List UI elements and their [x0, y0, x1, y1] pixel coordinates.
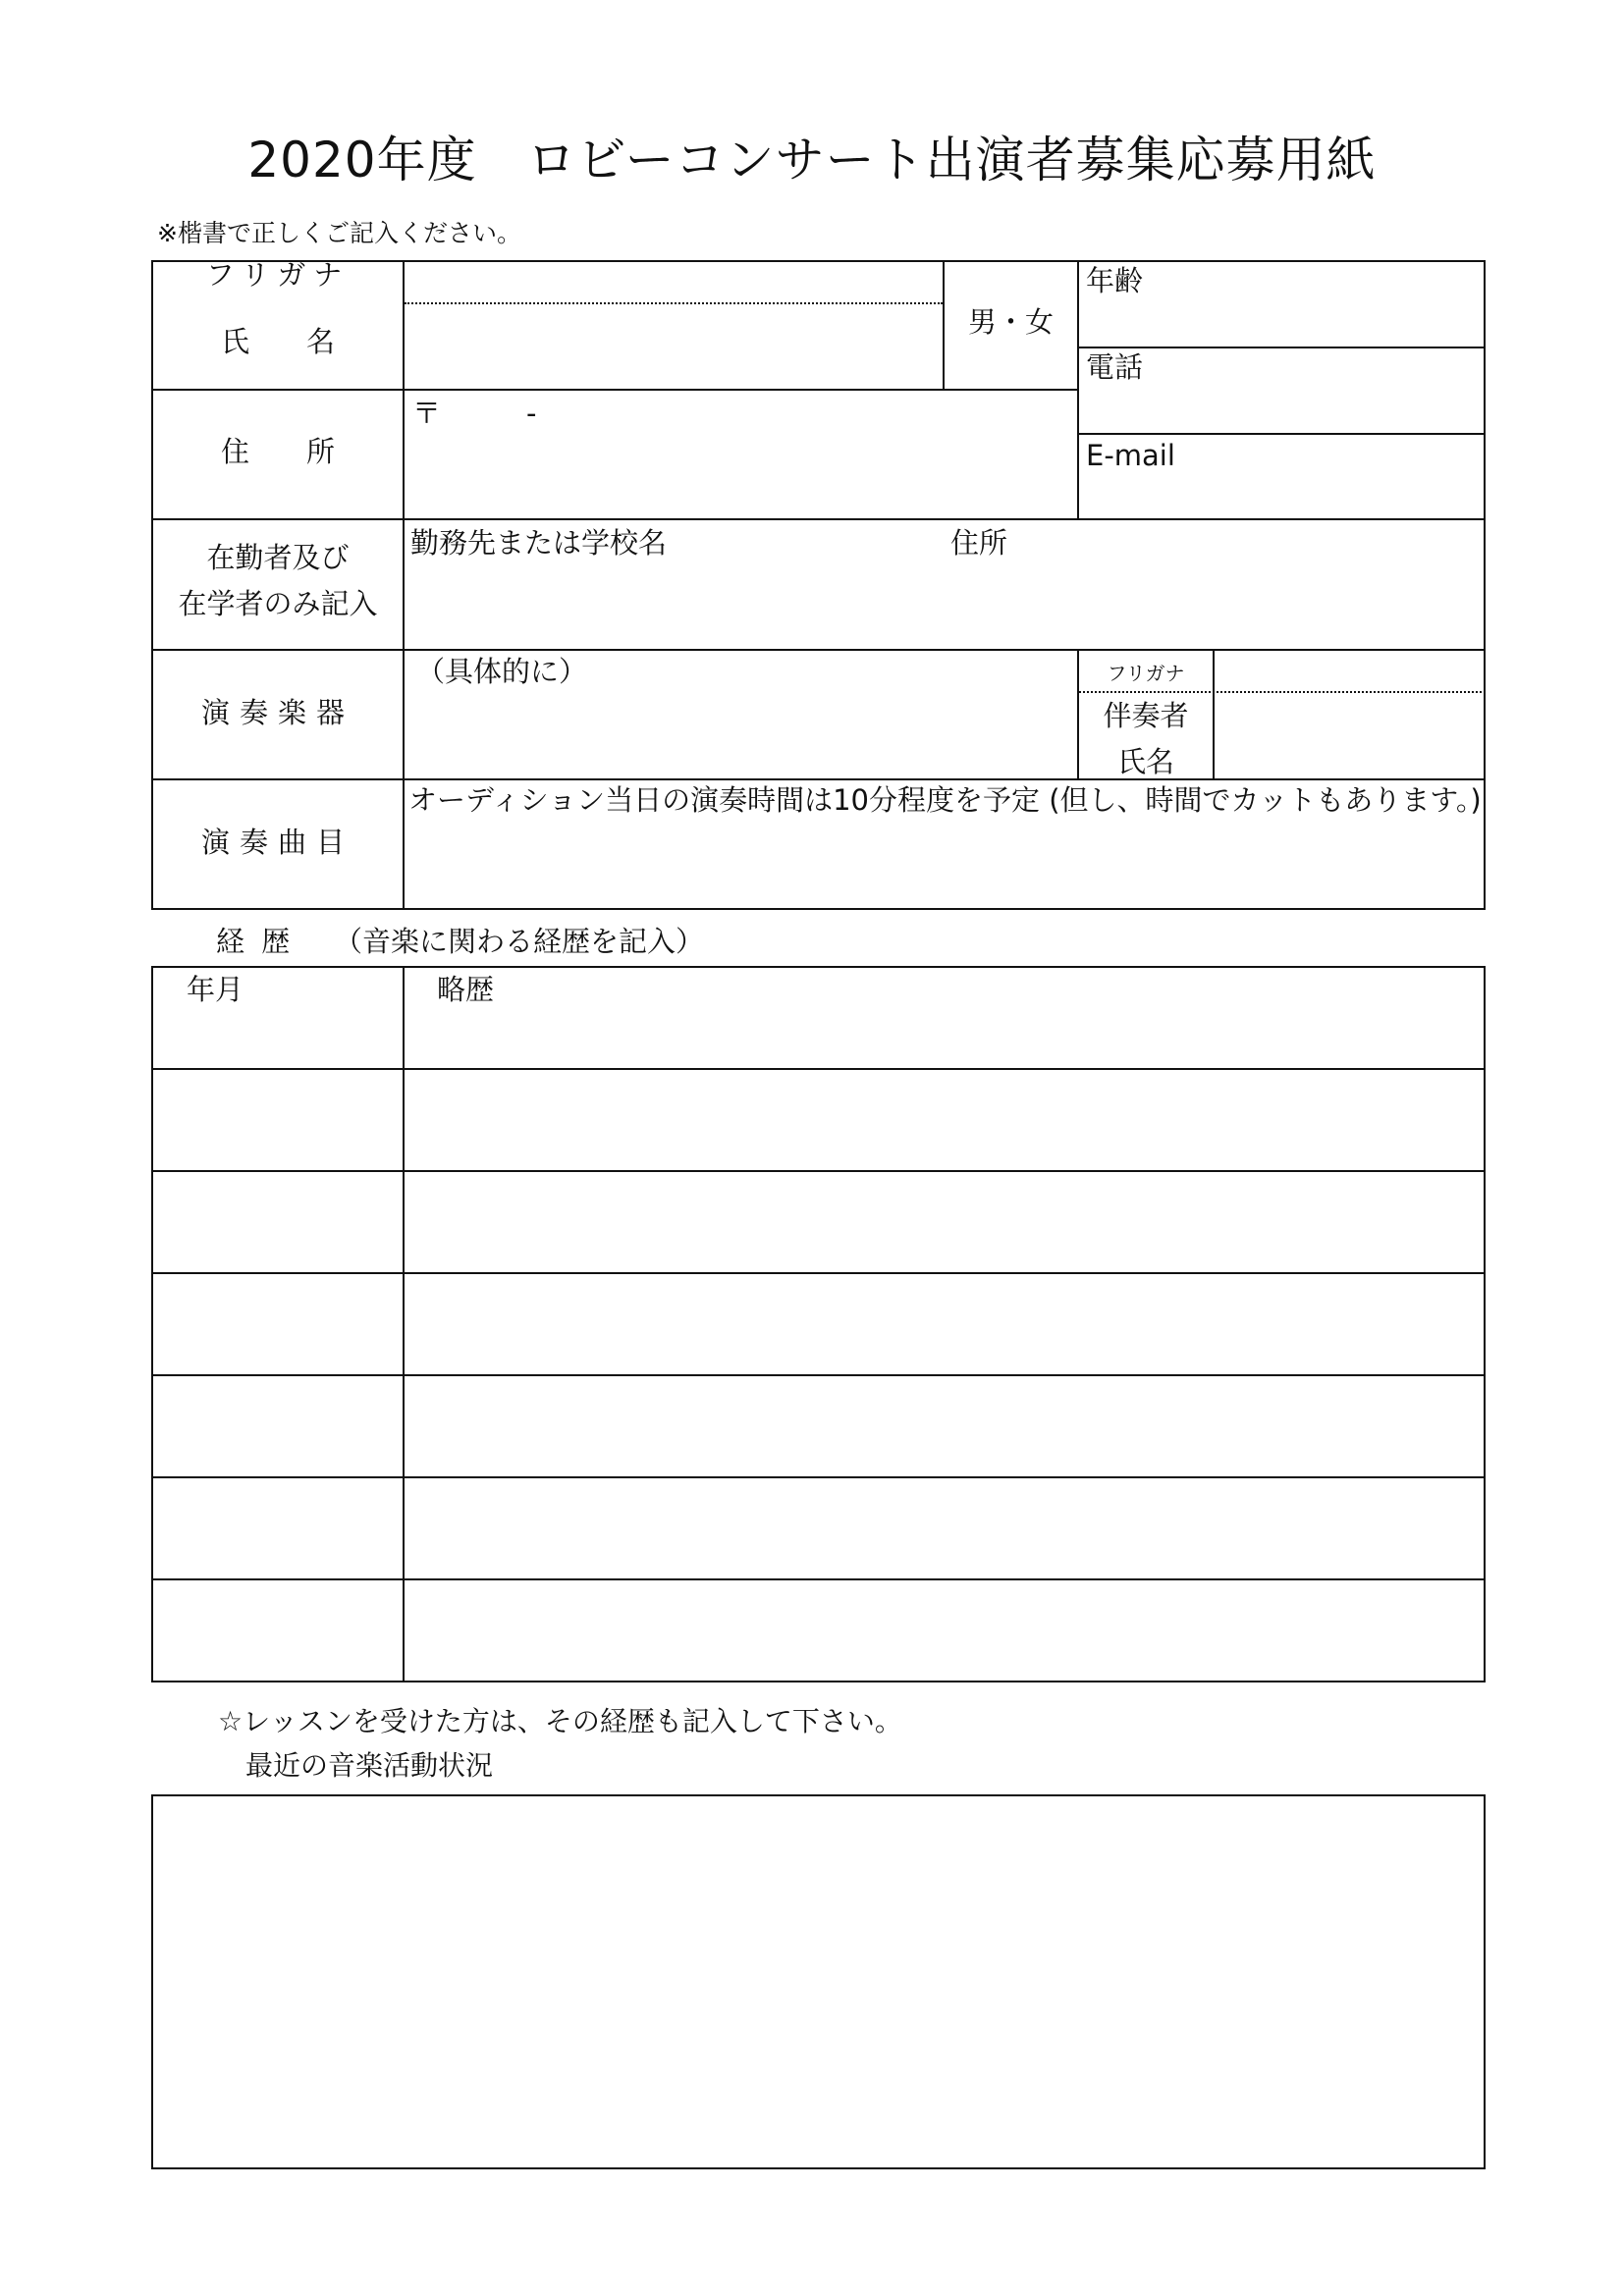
gender-selector[interactable]: 男・女 [967, 305, 1054, 339]
career-row[interactable] [154, 1173, 1484, 1271]
affiliation-label-line1: 在勤者及び [206, 541, 350, 574]
age-input[interactable] [1080, 263, 1484, 346]
piece-label: 演奏曲目 [200, 826, 354, 859]
email-label: E-mail [1086, 439, 1175, 472]
workplace-label: 勤務先または学校名 [410, 526, 668, 560]
lesson-note: ☆レッスンを受けた方は、その経歴も記入して下さい。 [218, 1705, 902, 1737]
furigana-label: フリガナ [205, 258, 351, 292]
workplace-input[interactable] [406, 521, 1484, 647]
instrument-hint: （具体的に） [416, 655, 588, 688]
career-col-summary: 略歴 [437, 973, 495, 1006]
career-row[interactable] [154, 1377, 1484, 1475]
page-title: 2020年度 ロビーコンサート出演者募集応募用紙 [247, 132, 1377, 188]
address-label: 住 所 [220, 435, 335, 468]
accompanist-furigana-label: フリガナ [1107, 662, 1185, 685]
accompanist-furigana-input[interactable] [1216, 652, 1484, 690]
instruction-note: ※楷書で正しくご記入ください。 [157, 219, 521, 247]
career-summary-input[interactable] [406, 1009, 1484, 1066]
address-input[interactable] [406, 392, 1076, 517]
accompanist-label-line2: 氏名 [1116, 745, 1174, 778]
email-input[interactable] [1080, 436, 1484, 517]
career-heading: 経 歴 [216, 925, 295, 958]
furigana-input[interactable] [406, 263, 941, 301]
age-label: 年齢 [1086, 264, 1144, 297]
instrument-label: 演奏楽器 [200, 696, 354, 729]
recent-activity-box[interactable] [151, 1794, 1486, 2169]
instrument-input[interactable] [406, 652, 1076, 777]
affiliation-label-line2: 在学者のみ記入 [178, 587, 378, 620]
career-date-input[interactable] [154, 1009, 402, 1066]
career-col-date: 年月 [187, 973, 244, 1006]
career-row[interactable] [154, 1479, 1484, 1577]
accompanist-name-input[interactable] [1216, 694, 1484, 777]
phone-input[interactable] [1080, 349, 1484, 432]
piece-input[interactable] [406, 818, 1484, 908]
career-heading-note: （音楽に関わる経歴を記入） [334, 925, 705, 958]
piece-note: オーディション当日の演奏時間は10分程度を予定 (但し、時間でカットもあります。) [408, 783, 1482, 817]
career-row[interactable] [154, 1071, 1484, 1169]
career-row[interactable] [154, 1581, 1484, 1681]
name-label: 氏 名 [220, 325, 335, 358]
recent-activity-label: 最近の音楽活動状況 [245, 1749, 494, 1782]
name-input[interactable] [406, 305, 941, 388]
accompanist-label-line1: 伴奏者 [1103, 699, 1189, 732]
workplace-address-label: 住所 [950, 526, 1008, 560]
phone-label: 電話 [1086, 350, 1144, 384]
postal-code-mark: 〒 - [412, 397, 537, 430]
career-row[interactable] [154, 1275, 1484, 1373]
